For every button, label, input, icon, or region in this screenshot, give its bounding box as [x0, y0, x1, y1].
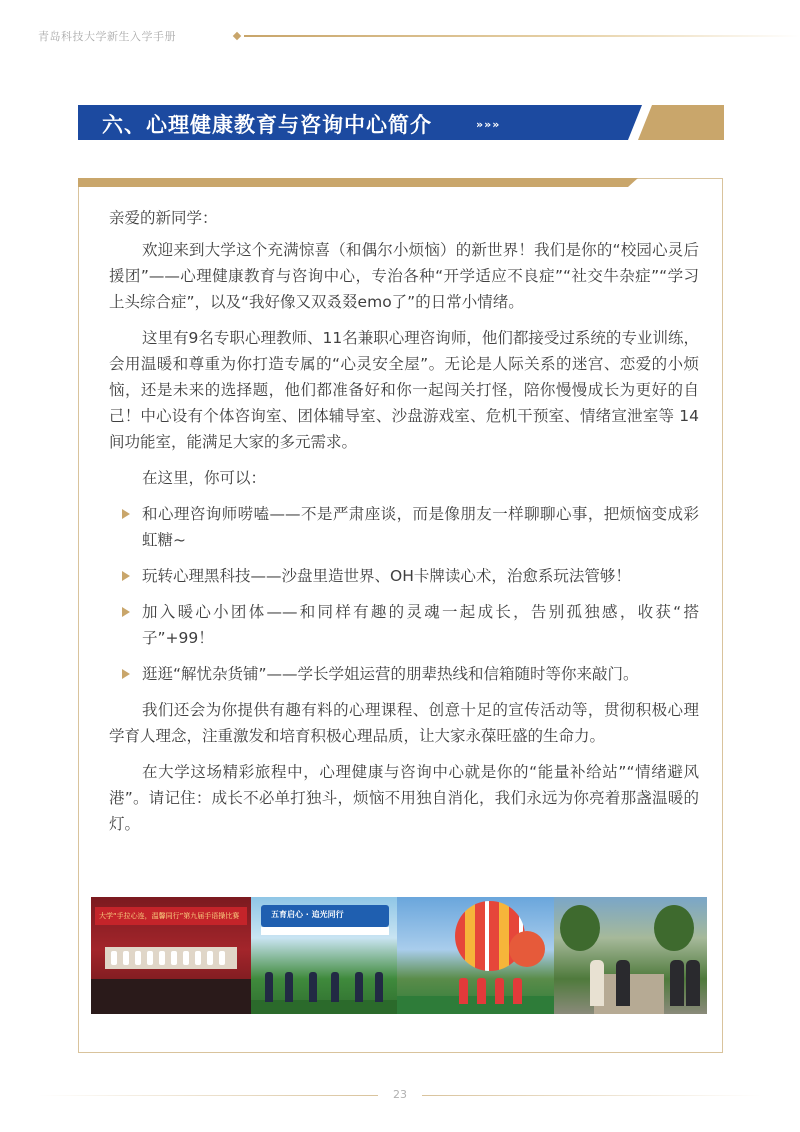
running-header — [38, 28, 762, 44]
second-ball — [509, 931, 545, 967]
greeting: 亲爱的新同学： — [109, 209, 218, 227]
photo-sign-language-contest — [91, 897, 251, 1014]
event-sign — [261, 905, 389, 927]
person-figure — [355, 972, 363, 1002]
triangle-bullet-icon — [122, 669, 130, 679]
header-rule — [244, 35, 800, 37]
stage-banner-text: 大学“手拉心连，温馨同行”第九届手语操比赛 — [99, 912, 240, 920]
student-figure — [513, 978, 522, 1004]
article-body — [109, 205, 699, 847]
audience — [91, 979, 251, 1014]
student-figure — [670, 960, 684, 1006]
photo-campus-walk — [554, 897, 707, 1014]
list-item — [109, 599, 699, 651]
list-item-text: 玩转心理黑科技——沙盘里造世界、OH卡牌读心术，治愈系玩法管够！ — [142, 567, 631, 585]
list-item-text: 和心理咨询师唠嗑——不是严肃座谈，而是像朋友一样聊聊心事，把烦恼变成彩虹糖~ — [142, 505, 699, 549]
paragraph-lead-in: 在这里，你可以： — [142, 469, 267, 487]
person-figure — [375, 972, 383, 1002]
person-figure — [265, 972, 273, 1002]
paragraph-intro: 欢迎来到大学这个充满惊喜（和偶尔小烦恼）的新世界！我们是你的“校园心灵后援团”——心理健康教育与咨询中心，专治各种“开学适应不良症”“社交牛杂症”“学习上头综合症”，以及“我好像又双叒叕emo了”的日常小情绪。 — [109, 241, 699, 311]
footer-rule-right — [422, 1095, 762, 1096]
student-figure — [477, 978, 486, 1004]
photo-outdoor-event — [251, 897, 397, 1014]
paragraph-closing: 在大学这场精彩旅程中，心理健康与咨询中心就是你的“能量补给站”“情绪避风港”。请记住：成长不必单打独斗，烦恼不用独自消化，我们永远为你亮着那盏温暖的灯。 — [109, 763, 699, 833]
tree — [654, 905, 694, 951]
triangle-bullet-icon — [122, 607, 130, 617]
section-banner — [78, 105, 724, 140]
chevron-right-icon: »»» — [476, 118, 501, 131]
stage-banner — [95, 907, 247, 925]
stage-performers — [105, 947, 237, 969]
handbook-title: 青岛科技大学新生入学手册 — [38, 30, 176, 43]
person-figure — [309, 972, 317, 1002]
sports-field — [251, 1000, 397, 1014]
person-figure — [331, 972, 339, 1002]
student-figure — [590, 960, 604, 1006]
photo-strip — [91, 897, 707, 1014]
page-number: 23 — [393, 1088, 407, 1101]
student-figure — [459, 978, 468, 1004]
playing-field — [397, 996, 554, 1014]
footer-rule-left — [38, 1095, 378, 1096]
paragraph-courses: 我们还会为你提供有趣有料的心理课程、创意十足的宣传活动等，贯彻积极心理学育人理念，注重激发和培育积极心理品质，让大家永葆旺盛的生命力。 — [109, 701, 699, 745]
frame-top-accent — [78, 178, 638, 187]
photo-giant-ball-game — [397, 897, 554, 1014]
banner-gold-block — [638, 105, 724, 140]
triangle-bullet-icon — [122, 509, 130, 519]
list-item — [109, 501, 699, 553]
list-item-text: 逛逛“解忧杂货铺”——学长学姐运营的朋辈热线和信箱随时等你来敲门。 — [142, 665, 639, 683]
list-item-text: 加入暖心小团体——和同样有趣的灵魂一起成长，告别孤独感，收获“搭子”+99！ — [142, 603, 699, 647]
student-figure — [616, 960, 630, 1006]
paragraph-staff: 这里有9名专职心理教师、11名兼职心理咨询师，他们都接受过系统的专业训练，会用温暖和尊重为你打造专属的“心灵安全屋”。无论是人际关系的迷宫、恋爱的小烦恼，还是未来的选择题，他们都准备好和你一起闯关打怪，陪你慢慢成长为更好的自己！中心设有个体咨询室、团体辅导室、沙盘游戏室、危机干预室、情绪宣泄室等 14间功能室，能满足大家的多元需求。 — [109, 329, 699, 451]
sign-strip — [261, 927, 389, 935]
triangle-bullet-icon — [122, 571, 130, 581]
list-item — [109, 661, 699, 687]
tree — [560, 905, 600, 951]
student-figure — [495, 978, 504, 1004]
list-item — [109, 563, 699, 589]
diamond-ornament-icon — [233, 32, 241, 40]
page-footer — [38, 1086, 762, 1106]
student-figure — [686, 960, 700, 1006]
person-figure — [285, 972, 293, 1002]
event-sign-text: 五育启心 · 追光同行 — [271, 910, 344, 919]
section-title: 六、心理健康教育与咨询中心简介 — [102, 113, 432, 137]
